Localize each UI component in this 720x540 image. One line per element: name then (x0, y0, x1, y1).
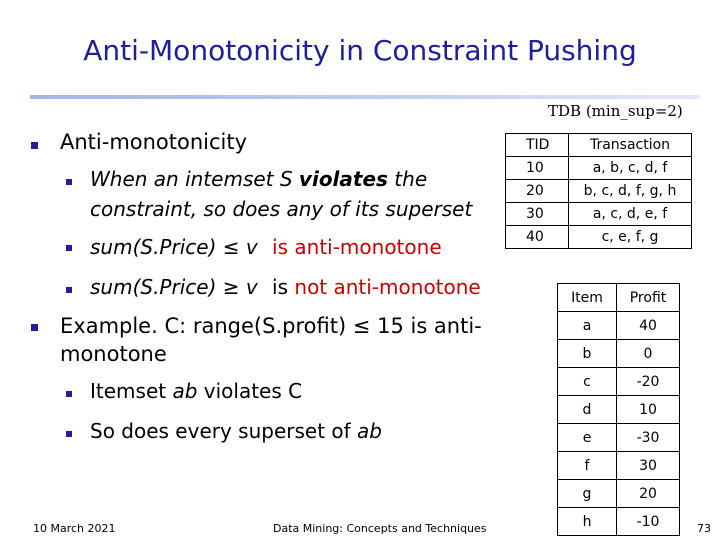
footer-course: Data Mining: Concepts and Techniques (273, 522, 487, 535)
tdb-table (505, 133, 692, 249)
profit-cell-value: 0 (617, 340, 680, 368)
profit-cell-value: 40 (617, 312, 680, 340)
bullet-marker (66, 179, 72, 185)
bullet-sum-le (90, 232, 442, 262)
violates-text-pre: When an intemset S (90, 167, 299, 191)
violates-text-post: the (387, 167, 428, 191)
table-row (558, 312, 680, 340)
superset-ab: ab (357, 419, 382, 443)
superset-pre: So does every superset of (90, 419, 358, 443)
tdb-header-tid: TID (506, 134, 569, 157)
bullet-marker (31, 142, 38, 149)
tdb-cell-transaction: a, c, d, e, f (569, 203, 692, 226)
table-row (506, 180, 692, 203)
profit-table (557, 283, 680, 536)
title-divider (30, 95, 700, 99)
bullet-marker (66, 287, 72, 293)
sum-ge-expr: sum(S.Price) ≥ v (90, 275, 258, 299)
bullet-superset-ab (90, 416, 382, 446)
tdb-cell-tid: 40 (506, 226, 569, 249)
profit-cell-item: c (558, 368, 617, 396)
itemset-post: violates C (197, 379, 303, 403)
profit-cell-item: b (558, 340, 617, 368)
tdb-cell-tid: 30 (506, 203, 569, 226)
table-row (558, 424, 680, 452)
sum-le-expr: sum(S.Price) ≤ v (90, 235, 258, 259)
profit-cell-item: a (558, 312, 617, 340)
table-row (506, 157, 692, 180)
bullet-itemset-ab (90, 376, 302, 406)
tdb-header-transaction: Transaction (569, 134, 692, 157)
profit-cell-item: h (558, 508, 617, 536)
example-line1: Example. C: range(S.profit) ≤ 15 is anti- (60, 314, 482, 338)
sum-ge-text: not anti-monotone (294, 275, 481, 299)
profit-cell-item: d (558, 396, 617, 424)
bullet-sum-ge (90, 272, 481, 302)
tdb-cell-transaction: a, b, c, d, f (569, 157, 692, 180)
page-number: 73 (697, 522, 711, 535)
profit-cell-value: 30 (617, 452, 680, 480)
bullet-marker (66, 391, 72, 397)
profit-cell-value: -10 (617, 508, 680, 536)
bullet-violates-constraint (90, 164, 510, 224)
violates-text-bold: violates (298, 167, 388, 191)
profit-cell-value: -20 (617, 368, 680, 396)
table-row (506, 203, 692, 226)
bullet-marker (31, 324, 38, 331)
table-row (506, 226, 692, 249)
profit-cell-item: e (558, 424, 617, 452)
tdb-cell-tid: 20 (506, 180, 569, 203)
profit-cell-value: -30 (617, 424, 680, 452)
tdb-header-row (506, 134, 692, 157)
itemset-pre: Itemset (90, 379, 173, 403)
table-row (558, 508, 680, 536)
bullet-marker (66, 245, 72, 251)
table-row (558, 396, 680, 424)
tdb-cell-transaction: c, e, f, g (569, 226, 692, 249)
tdb-cell-transaction: b, c, d, f, g, h (569, 180, 692, 203)
table-row (558, 368, 680, 396)
bullet-marker (66, 431, 72, 437)
table-row (558, 340, 680, 368)
footer-date: 10 March 2021 (33, 522, 116, 535)
bullet-anti-monotonicity: Anti-monotonicity (60, 130, 248, 154)
slide-title: Anti-Monotonicity in Constraint Pushing (83, 34, 637, 67)
example-line2: monotone (60, 342, 167, 366)
profit-header-profit: Profit (617, 284, 680, 312)
tdb-label: TDB (min_sup=2) (548, 102, 683, 120)
profit-cell-item: g (558, 480, 617, 508)
profit-header-row (558, 284, 680, 312)
sum-ge-pre: is (272, 275, 295, 299)
itemset-ab: ab (172, 379, 198, 403)
table-row (558, 452, 680, 480)
profit-cell-value: 20 (617, 480, 680, 508)
profit-header-item: Item (558, 284, 617, 312)
profit-cell-item: f (558, 452, 617, 480)
tdb-cell-tid: 10 (506, 157, 569, 180)
table-row (558, 480, 680, 508)
profit-cell-value: 10 (617, 396, 680, 424)
violates-text-line2: constraint, so does any of its superset (90, 197, 473, 221)
bullet-example (60, 312, 500, 368)
sum-le-text: is anti-monotone (272, 235, 442, 259)
